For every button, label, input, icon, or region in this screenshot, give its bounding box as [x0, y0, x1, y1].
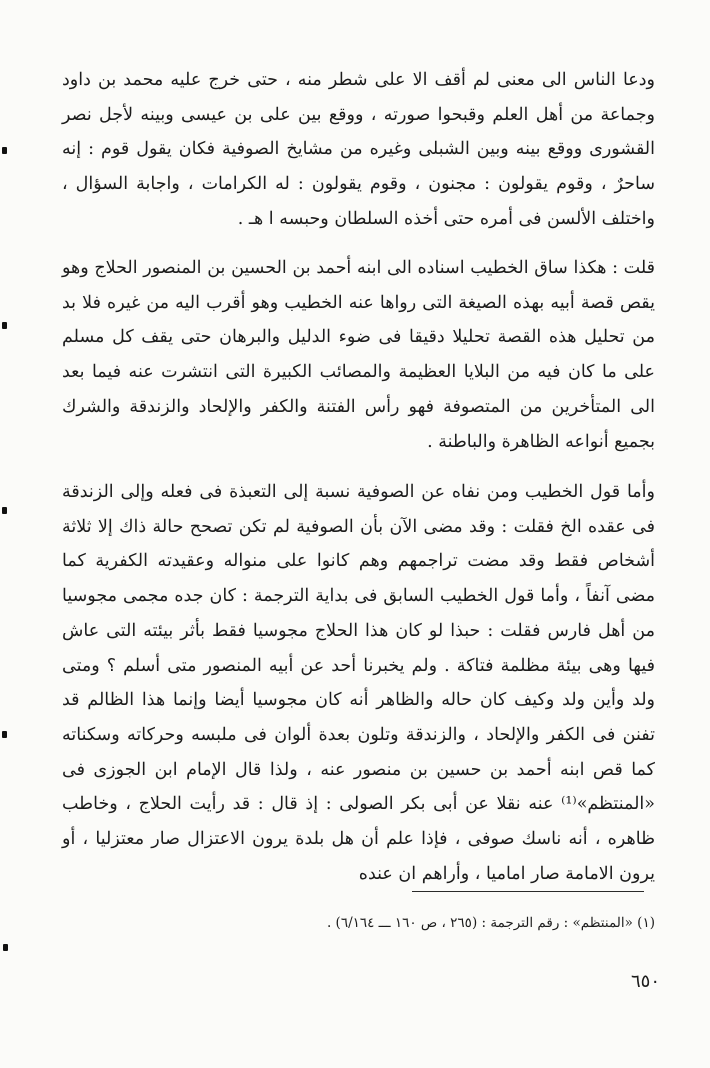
margin-mark	[2, 731, 7, 738]
paragraph-1: ودعا الناس الى معنى لم أقف الا على شطر منه ، حتى خرج عليه محمد بن داود وجماعة من أهل العلم وقبحوا صورته ، ووقع بين على بن عيسى وبينه لأجل نصر القشورى ووقع بينه وبين الشبلى وغيره من مشايخ الصوفية فكان يقول قوم : إنه ساحرٌ ، وقوم يقولون : مجنون ، وقوم يقولون : له الكرامات ، واجابة السؤال ، واختلف الألسن فى أمره حتى أخذه السلطان وحبسه ا هـ .	[62, 70, 655, 229]
margin-mark	[2, 507, 7, 514]
margin-mark	[3, 944, 8, 951]
margin-mark	[2, 147, 7, 154]
paragraph-3: وأما قول الخطيب ومن نفاه عن الصوفية نسبة إلى التعبذة فى فعله وإلى الزندقة فى عقده الخ فقلت : وقد مضى الآن بأن الصوفية لم تكن تصحح حالة ذاك إلا ثلاثة أشخاص فقط وقد مضت تراجمهم وهم كانوا على منواله وعقيدته الكفرية كما مضى آنفاً ، وأما قول الخطيب السابق فى بداية الترجمة : كان جده مجمى مجوسيا من أهل فارس فقلت : حبذا لو كان هذا الحلاج مجوسيا فقط بأثر بيئته التى عاش فيها وهى بيئة مظلمة فتاكة . ولم يخبرنا أحد عن أبيه المنصور متى أسلم ؟ ومتى ولد وأين ولد وكيف كان حاله والظاهر أنه كان مجوسيا أيضا وإنما هذا الظالم قد تفنن فى الكفر والإلحاد ، والزندقة وتلون بعدة ألوان فى ملبسه وحركاته وسكناته كما قص ابنه أحمد بن حسين بن منصور عنه ، ولذا قال الإمام ابن الجوزى فى «المنتظم»⁽¹⁾ عنه نقلا عن أبى بكر الصولى : إذ قال : قد رأيت الحلاج ، وخاطب ظاهره ، أنه ناسك صوفى ، فإذا علم أن هل بلدة يرون الاعتزال صار معتزليا ، أو يرون الامامة صار اماميا ، وأراهم ان عنده	[62, 482, 655, 884]
footnote: (١) «المنتظم» : رقم الترجمة : (٢٦٥ ، ص ١٦٠ ـــ ٦/١٦٤) .	[326, 915, 655, 931]
paragraph-2: قلت : هكذا ساق الخطيب اسناده الى ابنه أحمد بن الحسين بن المنصور الحلاج وهو يقص قصة أبيه بهذه الصيغة التى رواها عنه الخطيب وهو أقرب اليه من غيره فلا بد من تحليل هذه القصة تحليلا دقيقا فى ضوء الدليل والبرهان حتى يقف كل مسلم على ما كان فيه من البلايا العظيمة والمصائب الكبيرة التى انتشرت عنه فيما بعد الى المتأخرين من المتصوفة فهو رأس الفتنة والكفر والإلحاد والزندقة والشرك بجميع أنواعه الظاهرة والباطنة .	[62, 258, 655, 452]
footnote-separator	[412, 891, 644, 892]
margin-mark	[2, 322, 7, 329]
page-number: ٦٥٠	[630, 971, 660, 992]
